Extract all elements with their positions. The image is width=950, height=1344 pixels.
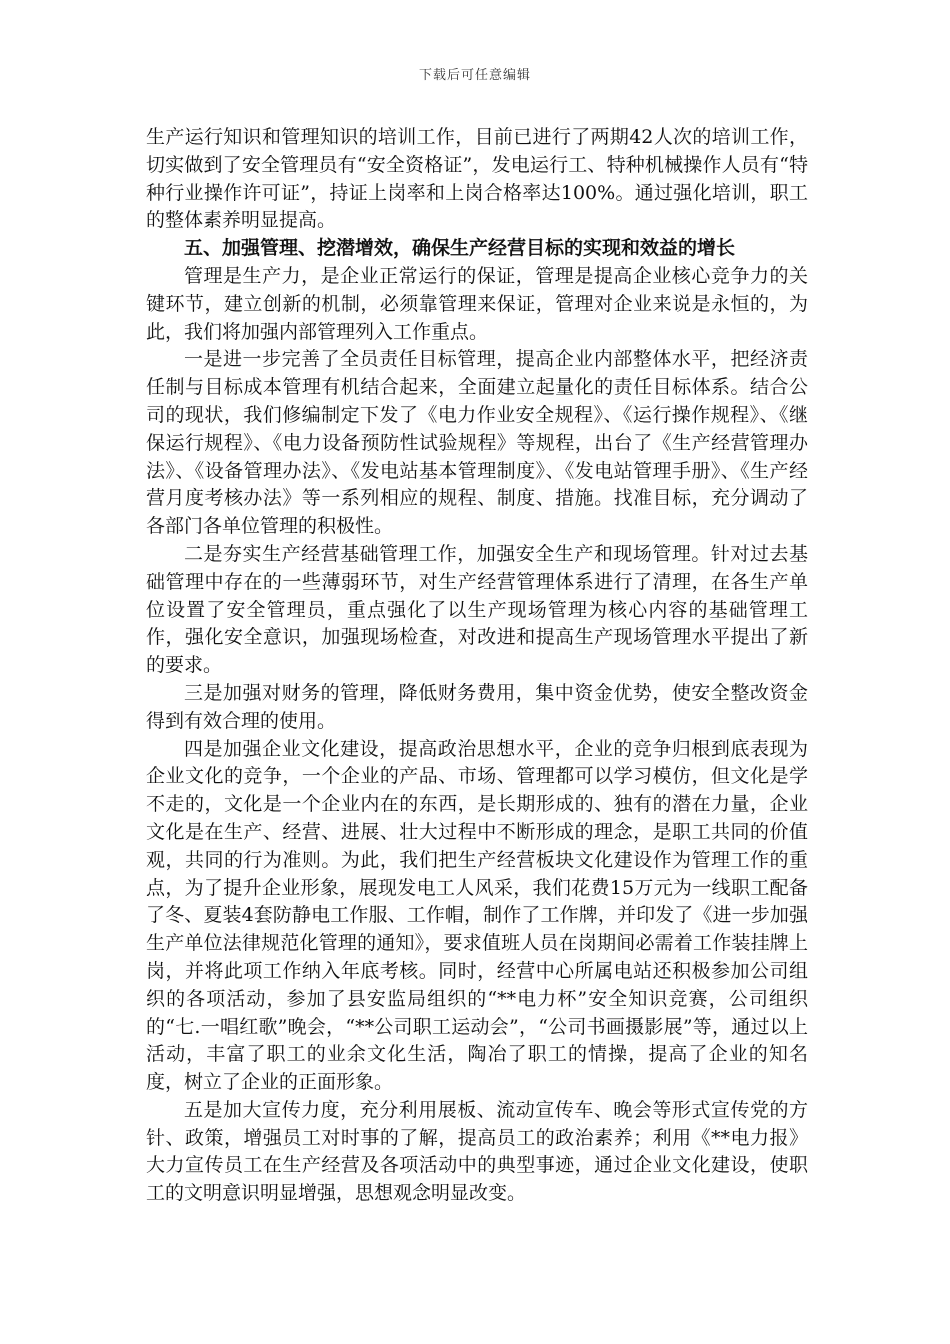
paragraph-responsibility-targets: 一是进一步完善了全员责任目标管理，提高企业内部整体水平，把经济责任制与目标成本管理有机结合起来，全面建立起量化的责任目标体系。结合公司的现状，我们修编制定下发了《电力作业安全规程》、《运行操作规程》、《继保运行规程》、《电力设备预防性试验规程》等规程，出台了《生产经营管理办法》、《设备管理办法》、《发电站基本管理制度》、《发电站管理手册》、《生产经营月度考核办法》等一系列相应的规程、制度、措施。找准目标，充分调动了各部门各单位管理的积极性。 [146,348,808,538]
section-heading-management: 五、加强管理、挖潜增效，确保生产经营目标的实现和效益的增长 [184,237,736,260]
page-header-note: 下载后可任意编辑 [418,68,531,83]
paragraph-basic-management: 二是夯实生产经营基础管理工作，加强安全生产和现场管理。针对过去基础管理中存在的一些薄弱环节，对生产经营管理体系进行了清理，在各生产单位设置了安全管理员，重点强化了以生产现场管理为核心内容的基础管理工作，强化安全意识，加强现场检查，对改进和提高生产现场管理水平提出了新的要求。 [146,542,808,677]
paragraph-finance-management: 三是加强对财务的管理，降低财务费用，集中资金优势，使安全整改资金得到有效合理的使用。 [146,681,808,732]
paragraph-corporate-culture: 四是加强企业文化建设，提高政治思想水平，企业的竞争归根到底表现为企业文化的竞争，一个企业的产品、市场、管理都可以学习模仿，但文化是学不走的，文化是一个企业内在的东西，是长期形成的、独有的潜在力量，企业文化是在生产、经营、进展、壮大过程中不断形成的理念，是职工共同的价值观，共同的行为准则。为此，我们把生产经营板块文化建设作为管理工作的重点，为了提升企业形象，展现发电工人风采，我们花费15万元为一线职工配备了冬、夏装4套防静电工作服、工作帽，制作了工作牌，并印发了《进一步加强生产单位法律规范化管理的通知》，要求值班人员在岗期间必需着工作装挂牌上岗，并将此项工作纳入年底考核。同时，经营中心所属电站还积极参加公司组织的各项活动，参加了县安监局组织的“**电力杯”安全知识竞赛，公司组织的“七.一唱红歌”晚会，“**公司职工运动会”，“公司书画摄影展”等，通过以上活动，丰富了职工的业余文化生活，陶冶了职工的情操，提高了企业的知名度，树立了企业的正面形象。 [146,737,808,1094]
paragraph-management-intro: 管理是生产力，是企业正常运行的保证，管理是提高企业核心竞争力的关键环节，建立创新的机制，必须靠管理来保证，管理对企业来说是永恒的，为此，我们将加强内部管理列入工作重点。 [146,264,808,343]
document-body [146,124,808,1208]
paragraph-publicity: 五是加大宣传力度，充分利用展板、流动宣传车、晚会等形式宣传党的方针、政策，增强员工对时事的了解，提高员工的政治素养；利用《**电力报》大力宣传员工在生产经营及各项活动中的典型事迹，通过企业文化建设，使职工的文明意识明显增强，思想观念明显改变。 [146,1098,808,1205]
paragraph-training-summary: 生产运行知识和管理知识的培训工作，目前已进行了两期42人次的培训工作，切实做到了安全管理员有“安全资格证”，发电运行工、特种机械操作人员有“特种行业操作许可证”，持证上岗率和上岗合格率达100%。通过强化培训，职工的整体素养明显提高。 [146,126,808,232]
